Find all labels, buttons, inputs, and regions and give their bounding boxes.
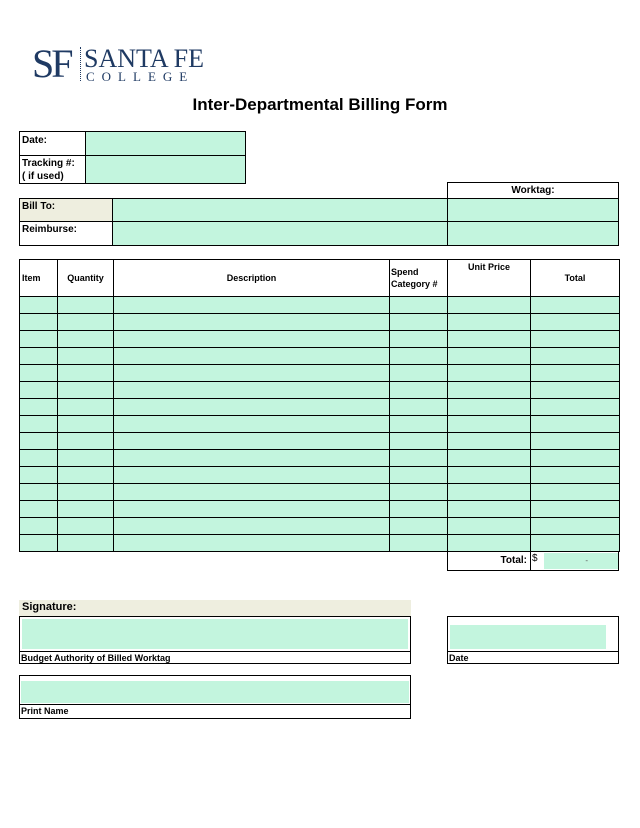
item-cell[interactable] xyxy=(20,331,58,348)
col-spend-line2: Category # xyxy=(391,279,438,289)
logo-divider xyxy=(80,47,81,81)
signature-heading: Signature: xyxy=(22,601,77,613)
description-cell[interactable] xyxy=(114,535,390,552)
logo-subtitle: COLLEGE xyxy=(86,69,195,84)
table-row xyxy=(20,450,620,467)
divider xyxy=(19,704,411,705)
description-cell[interactable] xyxy=(114,382,390,399)
total-cell[interactable] xyxy=(531,467,620,484)
description-cell[interactable] xyxy=(114,450,390,467)
quantity-cell[interactable] xyxy=(58,535,114,552)
reimburse-field[interactable] xyxy=(113,222,447,245)
description-cell[interactable] xyxy=(114,416,390,433)
item-cell[interactable] xyxy=(20,433,58,450)
form-title: Inter-Departmental Billing Form xyxy=(192,95,448,114)
spend-category-cell[interactable] xyxy=(390,433,448,450)
total-cell[interactable] xyxy=(531,501,620,518)
table-row xyxy=(20,399,620,416)
unit-price-cell[interactable] xyxy=(448,518,531,535)
unit-price-cell[interactable] xyxy=(448,450,531,467)
item-cell[interactable] xyxy=(20,348,58,365)
total-label: Total: xyxy=(500,555,527,566)
description-cell[interactable] xyxy=(114,365,390,382)
item-cell[interactable] xyxy=(20,467,58,484)
signature-date-field[interactable] xyxy=(450,625,606,649)
item-cell[interactable] xyxy=(20,450,58,467)
total-cell[interactable] xyxy=(531,484,620,501)
signature-date-label: Date xyxy=(449,653,469,663)
total-cell[interactable] xyxy=(531,433,620,450)
print-name-field[interactable] xyxy=(21,681,409,703)
col-item: Item xyxy=(20,260,58,297)
description-cell[interactable] xyxy=(114,399,390,416)
total-cell[interactable] xyxy=(531,314,620,331)
item-cell[interactable] xyxy=(20,399,58,416)
table-row xyxy=(20,433,620,450)
table-row xyxy=(20,484,620,501)
item-cell[interactable] xyxy=(20,518,58,535)
col-spend-category xyxy=(390,260,448,297)
quantity-cell[interactable] xyxy=(58,518,114,535)
tracking-label: Tracking #: xyxy=(22,158,75,169)
divider xyxy=(530,551,531,571)
unit-price-cell[interactable] xyxy=(448,467,531,484)
spend-category-cell[interactable] xyxy=(390,348,448,365)
unit-price-cell[interactable] xyxy=(448,365,531,382)
budget-authority-label: Budget Authority of Billed Worktag xyxy=(21,653,171,663)
currency-symbol: $ xyxy=(532,553,538,564)
item-cell[interactable] xyxy=(20,297,58,314)
quantity-cell[interactable] xyxy=(58,416,114,433)
quantity-cell[interactable] xyxy=(58,433,114,450)
worktag-label: Worktag: xyxy=(511,185,555,196)
total-value-field[interactable] xyxy=(544,553,618,569)
date-field[interactable] xyxy=(86,132,245,155)
spend-category-cell[interactable] xyxy=(390,365,448,382)
reimburse-label: Reimburse: xyxy=(22,224,78,235)
unit-price-cell[interactable] xyxy=(448,297,531,314)
item-cell[interactable] xyxy=(20,535,58,552)
total-value: - xyxy=(585,556,588,565)
col-unit-price: Unit Price xyxy=(448,260,531,297)
col-spend-line1: Spend xyxy=(391,267,419,277)
item-cell[interactable] xyxy=(20,416,58,433)
tracking-field[interactable] xyxy=(86,156,245,183)
spend-category-cell[interactable] xyxy=(390,416,448,433)
items-header-row xyxy=(20,260,620,297)
unit-price-cell[interactable] xyxy=(448,382,531,399)
unit-price-cell[interactable] xyxy=(448,535,531,552)
description-cell[interactable] xyxy=(114,314,390,331)
quantity-cell[interactable] xyxy=(58,331,114,348)
total-cell[interactable] xyxy=(531,416,620,433)
description-cell[interactable] xyxy=(114,467,390,484)
quantity-cell[interactable] xyxy=(58,348,114,365)
quantity-cell[interactable] xyxy=(58,382,114,399)
total-cell[interactable] xyxy=(531,365,620,382)
description-cell[interactable] xyxy=(114,484,390,501)
quantity-cell[interactable] xyxy=(58,467,114,484)
bill-to-worktag-field[interactable] xyxy=(448,199,618,221)
table-row xyxy=(20,416,620,433)
unit-price-cell[interactable] xyxy=(448,501,531,518)
divider xyxy=(447,651,619,652)
quantity-cell[interactable] xyxy=(58,450,114,467)
description-cell[interactable] xyxy=(114,331,390,348)
unit-price-cell[interactable] xyxy=(448,348,531,365)
item-cell[interactable] xyxy=(20,484,58,501)
table-row xyxy=(20,535,620,552)
total-cell[interactable] xyxy=(531,297,620,314)
total-cell[interactable] xyxy=(531,450,620,467)
item-cell[interactable] xyxy=(20,501,58,518)
total-cell[interactable] xyxy=(531,331,620,348)
col-quantity: Quantity xyxy=(58,260,114,297)
table-row xyxy=(20,382,620,399)
spend-category-cell[interactable] xyxy=(390,535,448,552)
spend-category-cell[interactable] xyxy=(390,467,448,484)
spend-category-cell[interactable] xyxy=(390,484,448,501)
unit-price-cell[interactable] xyxy=(448,484,531,501)
item-cell[interactable] xyxy=(20,314,58,331)
description-cell[interactable] xyxy=(114,518,390,535)
unit-price-cell[interactable] xyxy=(448,314,531,331)
total-cell[interactable] xyxy=(531,348,620,365)
bill-to-label: Bill To: xyxy=(22,201,56,212)
item-cell[interactable] xyxy=(20,382,58,399)
budget-authority-signature-field[interactable] xyxy=(22,619,408,649)
reimburse-worktag-field[interactable] xyxy=(448,222,618,245)
unit-price-cell[interactable] xyxy=(448,433,531,450)
unit-price-cell[interactable] xyxy=(448,331,531,348)
total-cell[interactable] xyxy=(531,518,620,535)
spend-category-cell[interactable] xyxy=(390,297,448,314)
print-name-label: Print Name xyxy=(21,706,69,716)
items-table xyxy=(19,259,620,552)
total-cell[interactable] xyxy=(531,399,620,416)
total-cell[interactable] xyxy=(531,382,620,399)
description-cell[interactable] xyxy=(114,433,390,450)
spend-category-cell[interactable] xyxy=(390,518,448,535)
table-row xyxy=(20,348,620,365)
unit-price-cell[interactable] xyxy=(448,399,531,416)
spend-category-cell[interactable] xyxy=(390,450,448,467)
spend-category-cell[interactable] xyxy=(390,399,448,416)
unit-price-cell[interactable] xyxy=(448,416,531,433)
spend-category-cell[interactable] xyxy=(390,331,448,348)
description-cell[interactable] xyxy=(114,348,390,365)
description-cell[interactable] xyxy=(114,501,390,518)
table-row xyxy=(20,467,620,484)
logo-name: SANTA FE xyxy=(84,44,204,73)
table-row xyxy=(20,501,620,518)
quantity-cell[interactable] xyxy=(58,501,114,518)
tracking-note: ( if used) xyxy=(22,171,64,182)
logo-monogram: SF xyxy=(32,41,71,86)
bill-to-field[interactable] xyxy=(113,199,447,221)
col-total: Total xyxy=(531,260,620,297)
description-cell[interactable] xyxy=(114,297,390,314)
spend-category-cell[interactable] xyxy=(390,501,448,518)
table-row xyxy=(20,314,620,331)
item-cell[interactable] xyxy=(20,365,58,382)
quantity-cell[interactable] xyxy=(58,297,114,314)
quantity-cell[interactable] xyxy=(58,484,114,501)
quantity-cell[interactable] xyxy=(58,365,114,382)
quantity-cell[interactable] xyxy=(58,314,114,331)
col-description: Description xyxy=(114,260,390,297)
table-row xyxy=(20,518,620,535)
signature-heading-bar xyxy=(19,600,411,616)
table-row xyxy=(20,331,620,348)
quantity-cell[interactable] xyxy=(58,399,114,416)
total-cell[interactable] xyxy=(531,535,620,552)
date-label: Date: xyxy=(22,135,48,146)
table-row xyxy=(20,365,620,382)
table-row xyxy=(20,297,620,314)
spend-category-cell[interactable] xyxy=(390,314,448,331)
spend-category-cell[interactable] xyxy=(390,382,448,399)
